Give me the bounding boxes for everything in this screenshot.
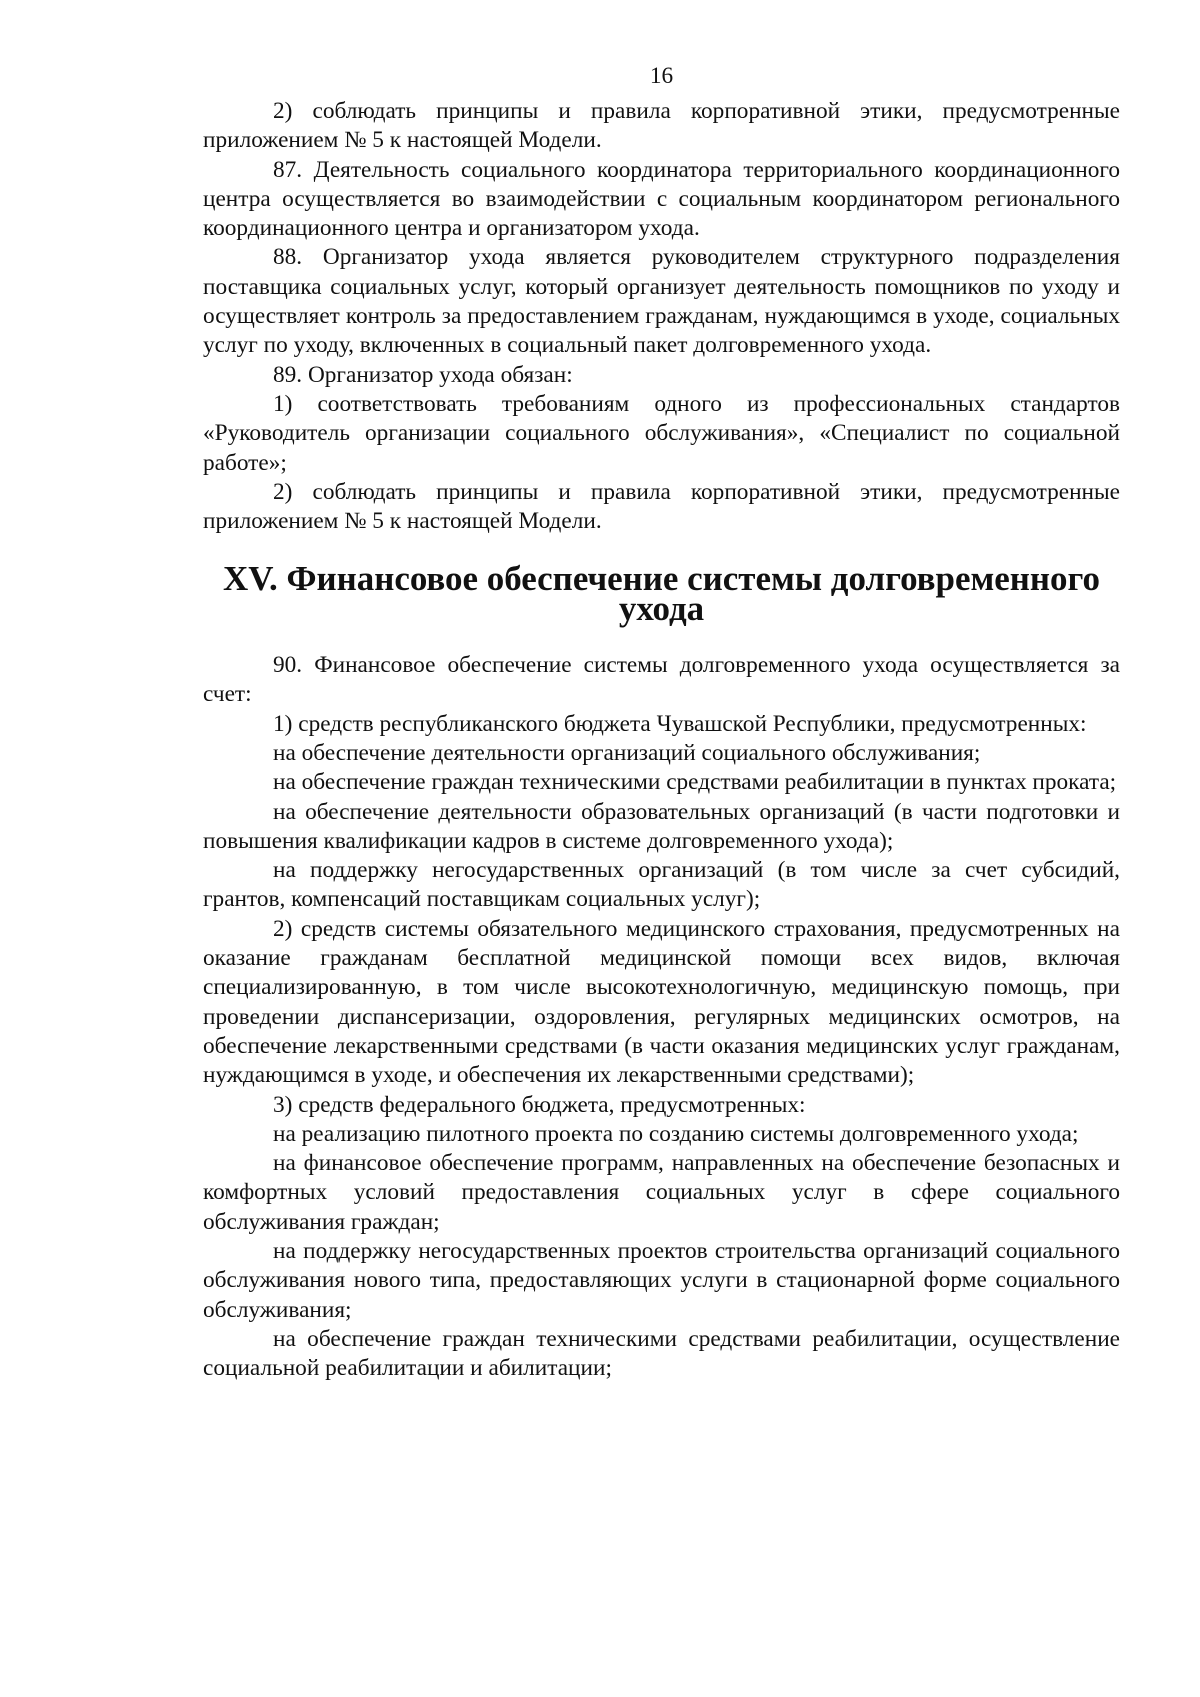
paragraph-90-item-3: 3) средств федерального бюджета, предусмотренных: — [273, 1091, 806, 1118]
list-item: на обеспечение деятельности образовательных организаций (в части подготовки и повышения квалификации кадров в системе долговременного ухода); — [203, 798, 1120, 854]
document-page — [203, 62, 1120, 1383]
paragraph-90-item-2: 2) средств системы обязательного медицинского страхования, предусмотренных на оказание гражданам бесплатной медицинской помощи всех видов, включая специализированную, в том числе высокотехнологичную, медицинскую помощь, при проведении диспансеризации, оздоровления, регулярных медицинских осмотров, на обеспечение лекарственными средствами (в части оказания медицинских услуг гражданам, нуждающимся в уходе, и обеспечения их лекарственными средствами); — [203, 915, 1120, 1089]
paragraph-89-item-2: 2) соблюдать принципы и правила корпоративной этики, предусмотренные приложением № 5 к настоящей Модели. — [203, 478, 1120, 535]
list-item: на реализацию пилотного проекта по созданию системы долговременного ухода; — [273, 1120, 1079, 1147]
paragraph-89: 89. Организатор ухода обязан: — [273, 361, 573, 388]
list-item: на финансовое обеспечение программ, направленных на обеспечение безопасных и комфортных условий предоставления социальных услуг в сфере социального обслуживания граждан; — [203, 1150, 1120, 1235]
paragraph-90: 90. Финансовое обеспечение системы долговременного ухода осуществляется за счет: — [203, 652, 1120, 708]
list-item: на обеспечение граждан техническими средствами реабилитации, осуществление социальной реабилитации и абилитации; — [203, 1325, 1120, 1382]
list-item: на поддержку негосударственных организаций (в том числе за счет субсидий, грантов, компенсаций поставщикам социальных услуг); — [203, 857, 1120, 913]
list-item: на обеспечение граждан техническими средствами реабилитации в пунктах проката; — [273, 769, 1117, 796]
page-number: 16 — [649, 63, 674, 89]
section-heading: XV. Финансовое обеспечение системы долговременного ухода — [223, 559, 1100, 628]
paragraph-87: 87. Деятельность социального координатора территориального координационного центра осуществляется во взаимодействии с социальным координатором регионального координационного центра и организатором ухода. — [203, 156, 1120, 242]
paragraph-89-item-1: 1) соответствовать требованиям одного из профессиональных стандартов «Руководитель организации социального обслуживания», «Специалист по социальной работе»; — [203, 390, 1120, 476]
paragraph-90-item-1: 1) средств республиканского бюджета Чувашской Республики, предусмотренных: — [273, 710, 1087, 737]
list-item: на поддержку негосударственных проектов строительства организаций социального обслуживания нового типа, предоставляющих услуги в стационарной форме социального обслуживания; — [203, 1237, 1120, 1323]
list-item: на обеспечение деятельности организаций социального обслуживания; — [273, 739, 981, 766]
paragraph-item-2-ethics: 2) соблюдать принципы и правила корпоративной этики, предусмотренные приложением № 5 к настоящей Модели. — [203, 98, 1120, 154]
paragraph-88: 88. Организатор ухода является руководителем структурного подразделения поставщика социальных услуг, который организует деятельность помощников по уходу и осуществляет контроль за предоставлением гражданам, нуждающимся в уходе, социальных услуг по уходу, включенных в социальный пакет долговременного ухода. — [203, 244, 1120, 359]
